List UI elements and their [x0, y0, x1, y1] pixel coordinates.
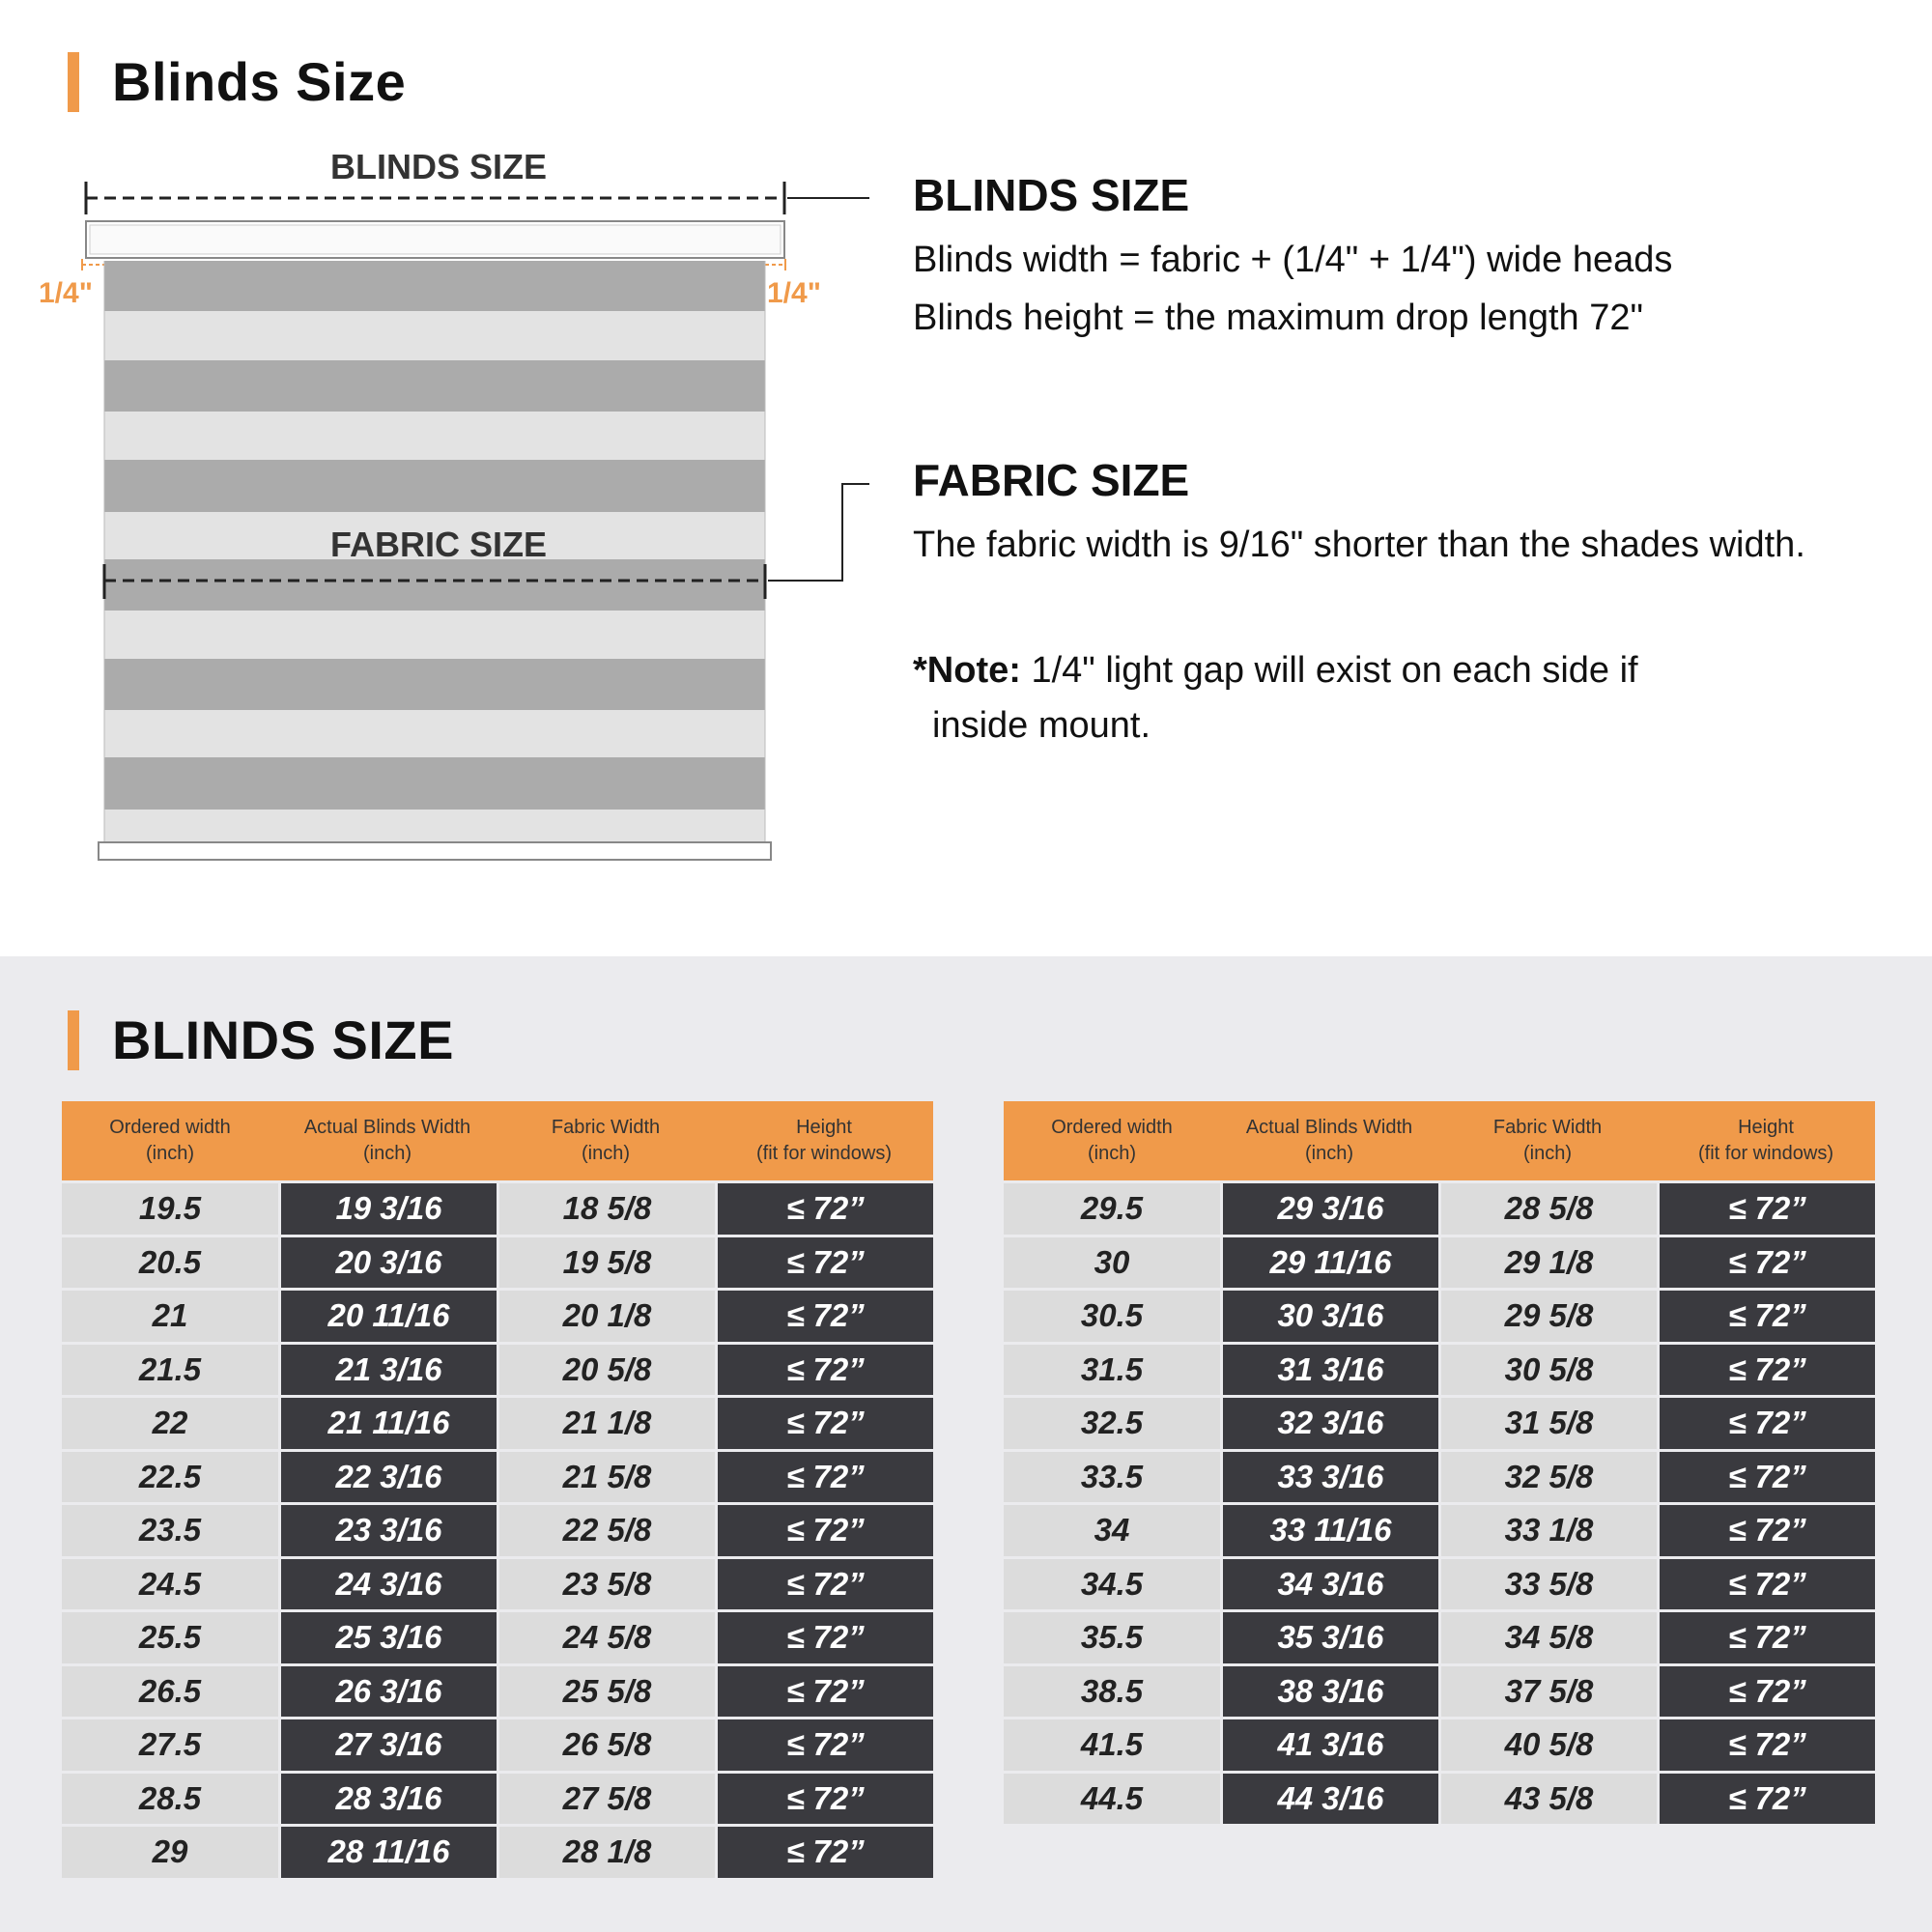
- size-table-right: [1004, 1101, 1875, 1827]
- actual-blinds-width-cell: 26 3/16: [278, 1666, 497, 1720]
- blinds-diagram-svg: [0, 0, 869, 889]
- height-cell: ≤ 72”: [1657, 1345, 1875, 1399]
- fabric-stripe-dark: [104, 261, 765, 311]
- actual-blinds-width-cell: 32 3/16: [1220, 1398, 1438, 1452]
- header-ordered-width: Ordered width (inch): [109, 1117, 231, 1164]
- header-actual-blinds-width: Actual Blinds Width (inch): [303, 1117, 471, 1164]
- ordered-width-cell: 19.5: [62, 1183, 278, 1237]
- blinds-size-description: [913, 169, 1672, 347]
- height-cell: ≤ 72”: [1657, 1719, 1875, 1774]
- actual-blinds-width-cell: 33 11/16: [1220, 1505, 1438, 1559]
- table-row: [62, 1452, 933, 1506]
- table-row: [1004, 1291, 1875, 1345]
- table-row: [62, 1398, 933, 1452]
- actual-blinds-width-cell: 21 3/16: [278, 1345, 497, 1399]
- ordered-width-cell: 28.5: [62, 1774, 278, 1828]
- actual-blinds-width-cell: 25 3/16: [278, 1612, 497, 1666]
- table-row: [62, 1345, 933, 1399]
- table-row: [62, 1774, 933, 1828]
- ordered-width-cell: 33.5: [1004, 1452, 1220, 1506]
- actual-blinds-width-cell: 20 11/16: [278, 1291, 497, 1345]
- gap-label-left: 1/4": [39, 277, 93, 309]
- height-cell: ≤ 72”: [715, 1398, 933, 1452]
- actual-blinds-width-cell: 31 3/16: [1220, 1345, 1438, 1399]
- table-row: [62, 1719, 933, 1774]
- ordered-width-cell: 34: [1004, 1505, 1220, 1559]
- ordered-width-cell: 34.5: [1004, 1559, 1220, 1613]
- height-cell: ≤ 72”: [1657, 1505, 1875, 1559]
- height-cell: ≤ 72”: [715, 1452, 933, 1506]
- fabric-width-note: The fabric width is 9/16" shorter than the shades width.: [913, 525, 1805, 565]
- actual-blinds-width-cell: 21 11/16: [278, 1398, 497, 1452]
- fabric-size-description: [913, 454, 1805, 574]
- fabric-width-cell: 29 1/8: [1438, 1237, 1657, 1292]
- actual-blinds-width-cell: 28 11/16: [278, 1827, 497, 1881]
- header-actual-blinds-width: Actual Blinds Width (inch): [1245, 1117, 1413, 1164]
- ordered-width-cell: 30.5: [1004, 1291, 1220, 1345]
- actual-blinds-width-cell: 35 3/16: [1220, 1612, 1438, 1666]
- fabric-width-cell: 20 1/8: [497, 1291, 715, 1345]
- height-cell: ≤ 72”: [715, 1291, 933, 1345]
- table-header: [62, 1101, 933, 1180]
- ordered-width-cell: 26.5: [62, 1666, 278, 1720]
- ordered-width-cell: 22: [62, 1398, 278, 1452]
- table-row: [62, 1183, 933, 1237]
- actual-blinds-width-cell: 20 3/16: [278, 1237, 497, 1292]
- table-row: [1004, 1398, 1875, 1452]
- height-cell: ≤ 72”: [715, 1345, 933, 1399]
- height-cell: ≤ 72”: [1657, 1183, 1875, 1237]
- table-row: [62, 1237, 933, 1292]
- fabric-stripe-light: [104, 710, 765, 757]
- ordered-width-cell: 21.5: [62, 1345, 278, 1399]
- blinds-width-formula: Blinds width = fabric + (1/4" + 1/4") wide heads: [913, 240, 1673, 280]
- gap-label-right: 1/4": [767, 277, 821, 309]
- table-row: [62, 1505, 933, 1559]
- table-header: [1004, 1101, 1875, 1180]
- table-row: [62, 1666, 933, 1720]
- fabric-width-cell: 33 5/8: [1438, 1559, 1657, 1613]
- blinds-height-formula: Blinds height = the maximum drop length 72": [913, 298, 1643, 338]
- table-row: [1004, 1559, 1875, 1613]
- ordered-width-cell: 44.5: [1004, 1774, 1220, 1828]
- ordered-width-cell: 41.5: [1004, 1719, 1220, 1774]
- fabric-width-cell: 26 5/8: [497, 1719, 715, 1774]
- blinds-diagram: [0, 0, 869, 889]
- ordered-width-cell: 25.5: [62, 1612, 278, 1666]
- fabric-stripe-light: [104, 611, 765, 659]
- height-cell: ≤ 72”: [715, 1612, 933, 1666]
- height-cell: ≤ 72”: [1657, 1398, 1875, 1452]
- size-chart-title: [68, 1009, 454, 1071]
- fabric-size-label: FABRIC SIZE: [330, 525, 548, 564]
- fabric-width-cell: 31 5/8: [1438, 1398, 1657, 1452]
- table-row: [1004, 1237, 1875, 1292]
- fabric-stripe-dark: [104, 360, 765, 412]
- table-row: [62, 1612, 933, 1666]
- actual-blinds-width-cell: 33 3/16: [1220, 1452, 1438, 1506]
- height-cell: ≤ 72”: [1657, 1291, 1875, 1345]
- inside-mount-note: [913, 643, 1782, 753]
- fabric-stripe-dark: [104, 460, 765, 512]
- fabric-width-cell: 22 5/8: [497, 1505, 715, 1559]
- height-cell: ≤ 72”: [1657, 1452, 1875, 1506]
- accent-bar: [68, 1010, 79, 1070]
- height-cell: ≤ 72”: [1657, 1612, 1875, 1666]
- ordered-width-cell: 24.5: [62, 1559, 278, 1613]
- actual-blinds-width-cell: 27 3/16: [278, 1719, 497, 1774]
- ordered-width-cell: 30: [1004, 1237, 1220, 1292]
- table-row: [1004, 1183, 1875, 1237]
- table-row: [1004, 1345, 1875, 1399]
- fabric-width-cell: 21 5/8: [497, 1452, 715, 1506]
- ordered-width-cell: 23.5: [62, 1505, 278, 1559]
- height-cell: ≤ 72”: [1657, 1237, 1875, 1292]
- note-text-1: 1/4" light gap will exist on each side if: [1020, 650, 1638, 691]
- fabric-width-cell: 19 5/8: [497, 1237, 715, 1292]
- table-row: [1004, 1774, 1875, 1828]
- height-cell: ≤ 72”: [715, 1505, 933, 1559]
- ordered-width-cell: 20.5: [62, 1237, 278, 1292]
- note-label: *Note:: [913, 650, 1021, 691]
- actual-blinds-width-cell: 29 11/16: [1220, 1237, 1438, 1292]
- height-cell: ≤ 72”: [1657, 1774, 1875, 1828]
- fabric-stripe-dark: [104, 559, 765, 611]
- fabric-stripe-light: [104, 412, 765, 460]
- ordered-width-cell: 22.5: [62, 1452, 278, 1506]
- table-row: [62, 1559, 933, 1613]
- actual-blinds-width-cell: 44 3/16: [1220, 1774, 1438, 1828]
- table-row: [1004, 1719, 1875, 1774]
- actual-blinds-width-cell: 29 3/16: [1220, 1183, 1438, 1237]
- actual-blinds-width-cell: 41 3/16: [1220, 1719, 1438, 1774]
- ordered-width-cell: 35.5: [1004, 1612, 1220, 1666]
- ordered-width-cell: 29.5: [1004, 1183, 1220, 1237]
- fabric-stripe-dark: [104, 757, 765, 810]
- fabric-width-cell: 40 5/8: [1438, 1719, 1657, 1774]
- blinds-size-label: BLINDS SIZE: [330, 147, 548, 186]
- table-row: [1004, 1505, 1875, 1559]
- header-height: Height (fit for windows): [1697, 1117, 1834, 1164]
- fabric-width-cell: 43 5/8: [1438, 1774, 1657, 1828]
- bottom-rail: [99, 842, 771, 860]
- note-text-2: inside mount.: [932, 705, 1151, 746]
- height-cell: ≤ 72”: [715, 1237, 933, 1292]
- ordered-width-cell: 38.5: [1004, 1666, 1220, 1720]
- ordered-width-cell: 27.5: [62, 1719, 278, 1774]
- fabric-width-cell: 33 1/8: [1438, 1505, 1657, 1559]
- blinds-size-heading: BLINDS SIZE: [913, 170, 1190, 220]
- actual-blinds-width-cell: 23 3/16: [278, 1505, 497, 1559]
- height-cell: ≤ 72”: [1657, 1559, 1875, 1613]
- fabric-width-cell: 30 5/8: [1438, 1345, 1657, 1399]
- table-row: [1004, 1452, 1875, 1506]
- size-chart-title-text: BLINDS SIZE: [112, 1009, 454, 1070]
- fabric-width-cell: 28 1/8: [497, 1827, 715, 1881]
- fabric-stripe-dark: [104, 659, 765, 710]
- table-row: [62, 1827, 933, 1881]
- table-row: [1004, 1666, 1875, 1720]
- header-fabric-width: Fabric Width (inch): [1492, 1117, 1603, 1164]
- head-rail-inner: [90, 225, 781, 254]
- ordered-width-cell: 32.5: [1004, 1398, 1220, 1452]
- table-body: [1004, 1183, 1875, 1827]
- ordered-width-cell: 31.5: [1004, 1345, 1220, 1399]
- fabric-width-cell: 25 5/8: [497, 1666, 715, 1720]
- actual-blinds-width-cell: 28 3/16: [278, 1774, 497, 1828]
- size-table-left: [62, 1101, 933, 1881]
- header-ordered-width: Ordered width (inch): [1051, 1117, 1173, 1164]
- fabric-width-cell: 24 5/8: [497, 1612, 715, 1666]
- height-cell: ≤ 72”: [715, 1559, 933, 1613]
- actual-blinds-width-cell: 34 3/16: [1220, 1559, 1438, 1613]
- actual-blinds-width-cell: 30 3/16: [1220, 1291, 1438, 1345]
- actual-blinds-width-cell: 19 3/16: [278, 1183, 497, 1237]
- table-row: [62, 1291, 933, 1345]
- page-title-text: Blinds Size: [112, 51, 407, 112]
- table-row: [1004, 1612, 1875, 1666]
- fabric-width-cell: 20 5/8: [497, 1345, 715, 1399]
- fabric-stripe-light: [104, 810, 765, 842]
- height-cell: ≤ 72”: [715, 1774, 933, 1828]
- actual-blinds-width-cell: 24 3/16: [278, 1559, 497, 1613]
- header-height: Height (fit for windows): [755, 1117, 893, 1164]
- fabric-stripe-light: [104, 311, 765, 360]
- height-cell: ≤ 72”: [715, 1827, 933, 1881]
- fabric-width-cell: 28 5/8: [1438, 1183, 1657, 1237]
- fabric-size-heading: FABRIC SIZE: [913, 455, 1190, 505]
- fabric-width-cell: 34 5/8: [1438, 1612, 1657, 1666]
- fabric-width-cell: 21 1/8: [497, 1398, 715, 1452]
- height-cell: ≤ 72”: [715, 1666, 933, 1720]
- table-body: [62, 1183, 933, 1881]
- fabric-width-cell: 32 5/8: [1438, 1452, 1657, 1506]
- height-cell: ≤ 72”: [715, 1183, 933, 1237]
- actual-blinds-width-cell: 38 3/16: [1220, 1666, 1438, 1720]
- fabric-width-cell: 27 5/8: [497, 1774, 715, 1828]
- fabric-width-cell: 29 5/8: [1438, 1291, 1657, 1345]
- fabric-width-cell: 23 5/8: [497, 1559, 715, 1613]
- fabric-width-cell: 37 5/8: [1438, 1666, 1657, 1720]
- fabric-width-cell: 18 5/8: [497, 1183, 715, 1237]
- ordered-width-cell: 29: [62, 1827, 278, 1881]
- height-cell: ≤ 72”: [1657, 1666, 1875, 1720]
- height-cell: ≤ 72”: [715, 1719, 933, 1774]
- fabric-callout-line: [768, 484, 869, 581]
- actual-blinds-width-cell: 22 3/16: [278, 1452, 497, 1506]
- header-fabric-width: Fabric Width (inch): [551, 1117, 661, 1164]
- ordered-width-cell: 21: [62, 1291, 278, 1345]
